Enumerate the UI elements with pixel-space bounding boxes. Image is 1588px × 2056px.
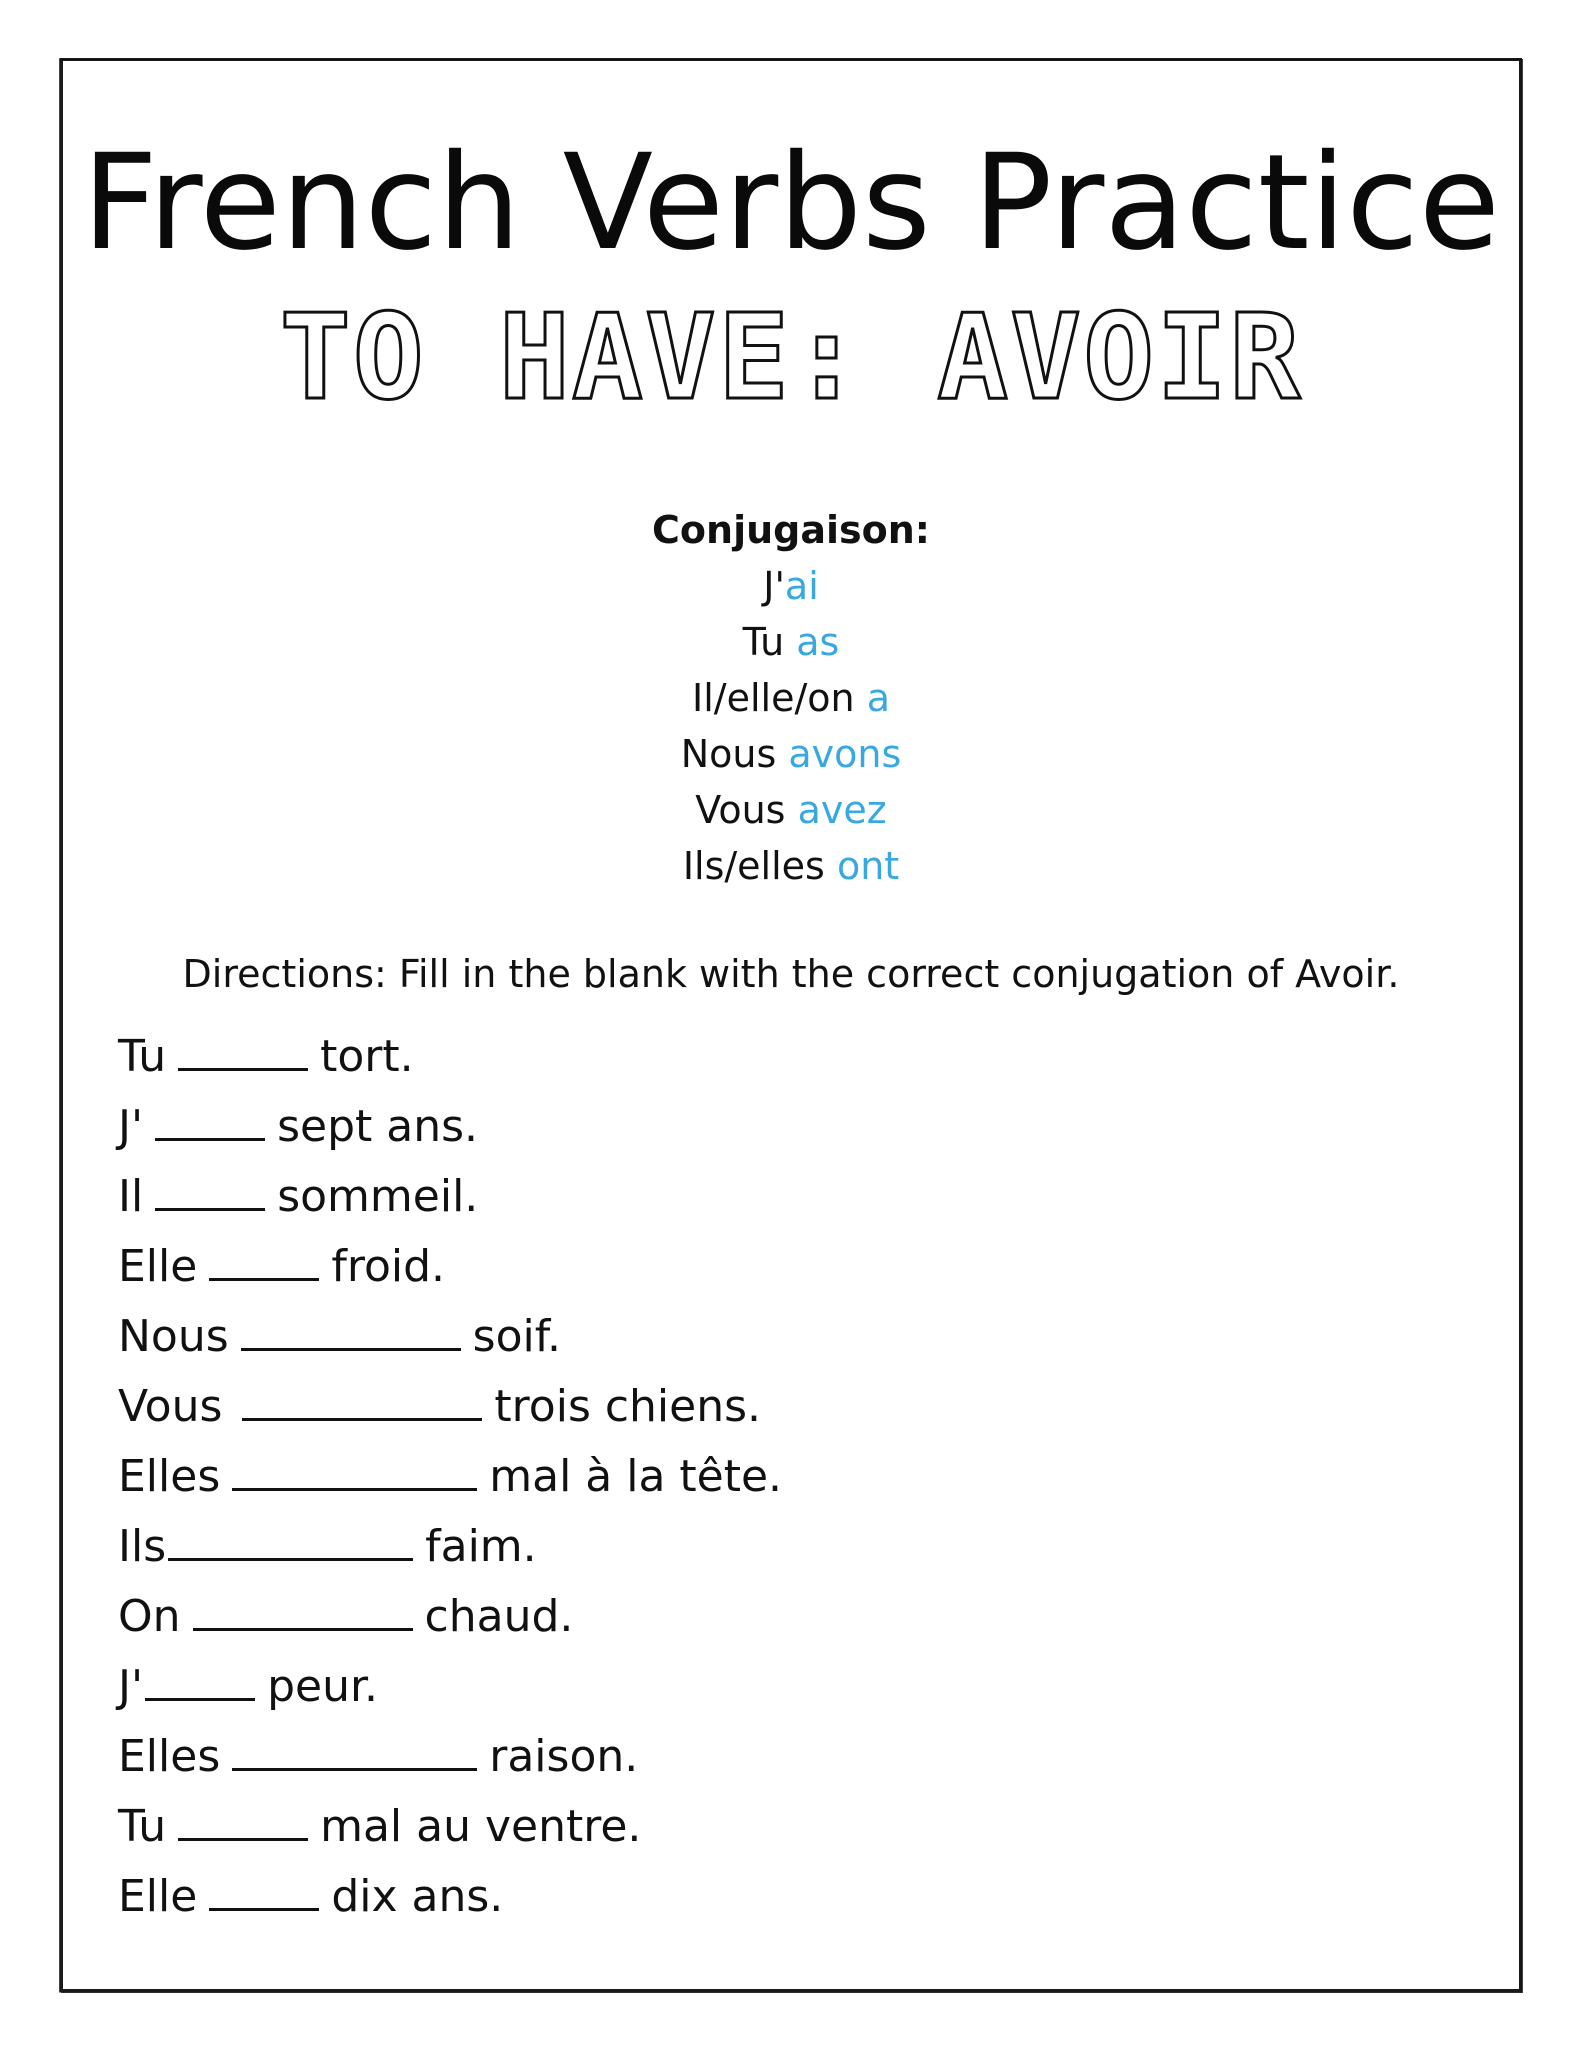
- conjugation-row-il: [60, 670, 1522, 726]
- exercise-list: [118, 1022, 782, 1932]
- exercise-item: [118, 1792, 782, 1862]
- pronoun: Il/elle/on: [692, 676, 855, 720]
- exercise-rest: froid.: [331, 1241, 446, 1292]
- answer-blank[interactable]: [178, 1804, 308, 1841]
- conjugation-table: [60, 502, 1522, 894]
- pronoun: J': [763, 564, 785, 608]
- exercise-subject: Ils: [118, 1521, 167, 1572]
- conjugation-row-ils: [60, 838, 1522, 894]
- conjugation-row-tu: [60, 614, 1522, 670]
- conjugation-heading: Conjugaison:: [652, 508, 930, 552]
- pronoun: Tu: [742, 620, 785, 664]
- exercise-item: [118, 1862, 782, 1932]
- exercise-subject: J': [118, 1101, 144, 1152]
- exercise-subject: Elles: [118, 1731, 221, 1782]
- exercise-item: [118, 1512, 782, 1582]
- exercise-rest: sommeil.: [277, 1171, 479, 1222]
- exercise-subject: Elle: [118, 1871, 198, 1922]
- exercise-rest: chaud.: [424, 1591, 574, 1642]
- exercise-rest: mal au ventre.: [320, 1801, 642, 1852]
- exercise-subject: Nous: [118, 1311, 229, 1362]
- exercise-rest: raison.: [489, 1731, 639, 1782]
- exercise-rest: peur.: [267, 1661, 379, 1712]
- exercise-item: [118, 1582, 782, 1652]
- exercise-item: [118, 1372, 782, 1442]
- exercise-rest: dix ans.: [331, 1871, 504, 1922]
- directions-text: Directions: Fill in the blank with the correct conjugation of Avoir.: [182, 952, 1400, 996]
- exercise-subject: Il: [118, 1171, 144, 1222]
- answer-blank[interactable]: [241, 1314, 461, 1351]
- exercise-rest: trois chiens.: [494, 1381, 762, 1432]
- exercise-item: [118, 1442, 782, 1512]
- exercise-rest: mal à la tête.: [489, 1451, 783, 1502]
- worksheet-title: French Verbs Practice: [81, 126, 1501, 280]
- verb-form: avons: [788, 732, 902, 776]
- answer-blank[interactable]: [193, 1594, 413, 1631]
- exercise-subject: Elles: [118, 1451, 221, 1502]
- exercise-subject: Tu: [118, 1031, 167, 1082]
- exercise-subject: Vous: [118, 1381, 223, 1432]
- answer-blank[interactable]: [145, 1664, 255, 1701]
- exercise-item: [118, 1092, 782, 1162]
- exercise-rest: tort.: [320, 1031, 414, 1082]
- exercise-subject: Tu: [118, 1801, 167, 1852]
- answer-blank[interactable]: [232, 1734, 477, 1771]
- verb-form: avez: [797, 788, 887, 832]
- exercise-subject: Elle: [118, 1241, 198, 1292]
- pronoun: Vous: [695, 788, 786, 832]
- exercise-rest: soif.: [472, 1311, 561, 1362]
- exercise-rest: sept ans.: [277, 1101, 478, 1152]
- answer-blank[interactable]: [209, 1244, 319, 1281]
- verb-form: a: [866, 676, 890, 720]
- answer-blank[interactable]: [155, 1174, 265, 1211]
- answer-blank[interactable]: [209, 1874, 319, 1911]
- exercise-item: [118, 1722, 782, 1792]
- conjugation-row-vous: [60, 782, 1522, 838]
- pronoun: Ils/elles: [682, 844, 825, 888]
- answer-blank[interactable]: [232, 1454, 477, 1491]
- worksheet-subtitle: TO HAVE: AVOIR: [279, 288, 1303, 426]
- exercise-item: [118, 1022, 782, 1092]
- exercise-item: [118, 1302, 782, 1372]
- exercise-item: [118, 1652, 782, 1722]
- verb-form: ai: [784, 564, 819, 608]
- pronoun: Nous: [680, 732, 777, 776]
- exercise-subject: On: [118, 1591, 181, 1642]
- exercise-item: [118, 1162, 782, 1232]
- exercise-subject: J': [118, 1661, 144, 1712]
- verb-form: ont: [836, 844, 900, 888]
- answer-blank[interactable]: [178, 1034, 308, 1071]
- exercise-item: [118, 1232, 782, 1302]
- answer-blank[interactable]: [242, 1384, 482, 1421]
- conjugation-row-nous: [60, 726, 1522, 782]
- verb-form: as: [796, 620, 840, 664]
- answer-blank[interactable]: [155, 1104, 265, 1141]
- conjugation-row-je: [60, 558, 1522, 614]
- answer-blank[interactable]: [168, 1524, 413, 1561]
- exercise-rest: faim.: [425, 1521, 537, 1572]
